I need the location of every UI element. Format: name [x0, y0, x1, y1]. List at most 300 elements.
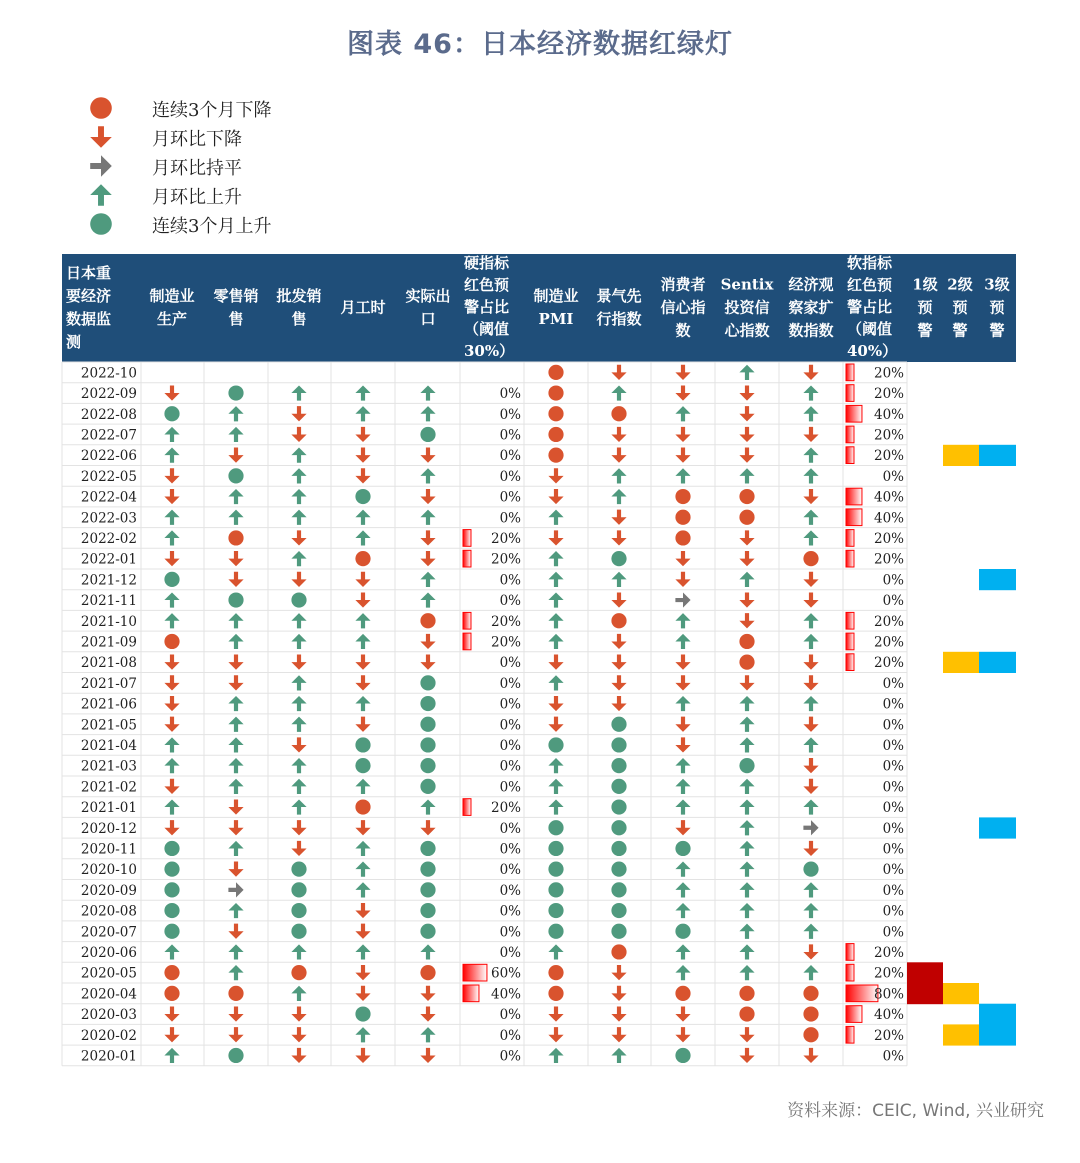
signal-mark: [739, 820, 754, 835]
signal-mark: [675, 365, 690, 380]
signal-mark: [739, 592, 754, 607]
signal-mark: [228, 572, 243, 587]
signal-mark: [355, 841, 370, 856]
signal-mark: [355, 489, 370, 504]
signal-mark: [803, 365, 818, 380]
signal-mark: [548, 634, 563, 649]
warning-level3-block: [979, 445, 1016, 466]
signal-mark: [803, 1048, 818, 1063]
signal-mark: [548, 551, 563, 566]
signal-mark: [803, 1006, 818, 1021]
warning-level3-block: [979, 569, 1016, 590]
warning-level3-block: [979, 817, 1016, 838]
legend-label: 月环比持平: [152, 158, 242, 179]
signal-mark: [675, 510, 690, 525]
pct-bar: [846, 509, 862, 526]
signal-mark: [803, 530, 818, 545]
signal-mark: [291, 572, 306, 587]
signal-mark: [355, 882, 370, 897]
signal-mark: [548, 944, 563, 959]
signal-mark: [803, 737, 818, 752]
signal-mark: [739, 406, 754, 421]
signal-mark: [420, 572, 435, 587]
signal-mark: [355, 862, 370, 877]
row-date: 2022-08: [80, 406, 137, 423]
row-date: 2020-06: [80, 944, 137, 961]
column-header: 软指标红色预警占比（阈值 40%）: [847, 254, 898, 360]
column-header: 零售销售: [213, 287, 259, 328]
column-header: 月工时: [340, 298, 386, 317]
column-header: 实际出口: [405, 287, 451, 328]
signal-mark: [291, 820, 306, 835]
warning-level1-block: [907, 983, 943, 1004]
pct-label: 0%: [499, 717, 521, 734]
signal-mark: [420, 1027, 435, 1042]
signal-mark: [420, 841, 435, 856]
signal-mark: [611, 448, 626, 463]
signal-mark: [164, 489, 179, 504]
signal-mark: [228, 1048, 243, 1063]
pct-label: 0%: [882, 882, 904, 899]
signal-mark: [675, 758, 690, 773]
signal-mark: [355, 675, 370, 690]
signal-mark: [291, 903, 306, 918]
signal-mark: [291, 944, 306, 959]
signal-mark: [420, 799, 435, 814]
signal-mark: [164, 820, 179, 835]
signal-mark: [548, 675, 563, 690]
signal-mark: [355, 924, 370, 939]
signal-mark: [228, 944, 243, 959]
signal-mark: [611, 551, 626, 566]
signal-mark: [675, 1048, 690, 1063]
pct-label: 20%: [873, 530, 904, 547]
signal-mark: [803, 944, 818, 959]
signal-mark: [675, 799, 690, 814]
signal-mark: [548, 717, 563, 732]
signal-mark: [803, 613, 818, 628]
signal-mark: [420, 696, 435, 711]
signal-mark: [739, 924, 754, 939]
signal-mark: [164, 758, 179, 773]
signal-mark: [228, 510, 243, 525]
signal-mark: [548, 448, 563, 463]
column-header: 硬指标红色预警占比（阈值 30%）: [464, 254, 515, 360]
pct-label: 0%: [882, 572, 904, 589]
signal-mark: [548, 737, 563, 752]
signal-mark: [420, 1048, 435, 1063]
signal-mark: [803, 592, 818, 607]
warning-level2-block: [943, 983, 979, 1004]
row-date: 2021-04: [80, 737, 137, 754]
signal-mark: [420, 655, 435, 670]
signal-mark: [291, 510, 306, 525]
column-header: 制造业 PMI: [533, 287, 579, 328]
signal-mark: [228, 696, 243, 711]
column-header: 批发销售: [276, 287, 322, 328]
signal-mark: [355, 427, 370, 442]
row-date: 2022-07: [80, 427, 137, 444]
signal-mark: [164, 1006, 179, 1021]
signal-mark: [164, 510, 179, 525]
signal-mark: [291, 592, 306, 607]
signal-mark: [355, 903, 370, 918]
signal-mark: [675, 592, 690, 607]
signal-mark: [739, 613, 754, 628]
table-row: [81, 983, 979, 1004]
signal-mark: [228, 965, 243, 980]
signal-mark: [548, 903, 563, 918]
pct-bar: [846, 530, 854, 547]
column-header: 3级预警: [984, 275, 1010, 340]
signal-mark: [291, 634, 306, 649]
signal-mark: [548, 530, 563, 545]
signal-mark: [611, 655, 626, 670]
signal-mark: [228, 924, 243, 939]
signal-mark: [355, 385, 370, 400]
signal-mark: [739, 530, 754, 545]
signal-mark: [611, 385, 626, 400]
signal-mark: [291, 799, 306, 814]
signal-mark: [228, 530, 243, 545]
signal-mark: [803, 799, 818, 814]
row-date: 2022-01: [80, 551, 137, 568]
signal-mark: [420, 965, 435, 980]
signal-mark: [164, 468, 179, 483]
row-date: 2021-09: [80, 634, 137, 651]
signal-mark: [291, 406, 306, 421]
pct-label: 0%: [882, 924, 904, 941]
signal-mark: [739, 510, 754, 525]
signal-mark: [611, 510, 626, 525]
pct-label: 20%: [490, 530, 521, 547]
signal-mark: [803, 986, 818, 1001]
pct-bar: [846, 944, 854, 961]
pct-bar: [463, 799, 471, 816]
signal-mark: [675, 468, 690, 483]
signal-mark: [611, 530, 626, 545]
signal-mark: [164, 592, 179, 607]
table-row: [81, 652, 1016, 673]
signal-mark: [803, 448, 818, 463]
signal-mark: [675, 924, 690, 939]
signal-mark: [803, 634, 818, 649]
signal-mark: [164, 737, 179, 752]
pct-label: 20%: [873, 365, 904, 382]
signal-mark: [420, 1006, 435, 1021]
column-header: 日本重要经济数据监测: [66, 264, 112, 351]
pct-label: 0%: [499, 1027, 521, 1044]
signal-mark: [164, 696, 179, 711]
pct-label: 0%: [882, 468, 904, 485]
pct-label: 40%: [873, 489, 904, 506]
signal-mark: [420, 406, 435, 421]
row-date: 2021-01: [80, 800, 137, 817]
pct-label: 20%: [873, 634, 904, 651]
signal-mark: [164, 1027, 179, 1042]
signal-mark: [291, 613, 306, 628]
signal-mark: [228, 551, 243, 566]
signal-mark: [164, 406, 179, 421]
signal-mark: [739, 696, 754, 711]
pct-label: 0%: [499, 386, 521, 403]
pct-label: 0%: [499, 510, 521, 527]
signal-mark: [355, 820, 370, 835]
signal-mark: [355, 592, 370, 607]
signal-mark: [291, 965, 306, 980]
row-date: 2022-02: [80, 530, 137, 547]
signal-mark: [228, 820, 243, 835]
row-date: 2021-10: [80, 613, 137, 630]
signal-mark: [548, 489, 563, 504]
signal-mark: [291, 882, 306, 897]
signal-mark: [355, 779, 370, 794]
pct-bar: [846, 964, 854, 981]
column-header: 2级预警: [947, 275, 973, 340]
signal-mark: [739, 1048, 754, 1063]
pct-label: 20%: [873, 551, 904, 568]
signal-mark: [739, 655, 754, 670]
warning-level3-block: [979, 1024, 1016, 1045]
signal-mark: [803, 903, 818, 918]
row-date: 2022-04: [80, 489, 137, 506]
pct-bar: [846, 488, 862, 505]
signal-mark: [355, 986, 370, 1001]
signal-mark: [548, 365, 563, 380]
signal-mark: [420, 634, 435, 649]
signal-mark: [548, 799, 563, 814]
signal-mark: [739, 1006, 754, 1021]
column-header: 制造业生产: [149, 287, 195, 328]
signal-mark: [611, 986, 626, 1001]
table-row: [81, 1004, 1016, 1025]
signal-mark: [548, 613, 563, 628]
pct-bar: [463, 612, 471, 629]
signal-mark: [803, 468, 818, 483]
signal-mark: [739, 944, 754, 959]
signal-mark: [611, 862, 626, 877]
column-header: 消费者信心指数: [660, 275, 706, 340]
pct-bar: [846, 633, 854, 650]
signal-mark: [228, 903, 243, 918]
signal-mark: [228, 489, 243, 504]
signal-mark: [548, 862, 563, 877]
signal-mark: [291, 489, 306, 504]
signal-mark: [675, 717, 690, 732]
signal-mark: [739, 675, 754, 690]
row-date: 2022-10: [80, 365, 137, 382]
signal-mark: [548, 779, 563, 794]
column-header: Sentix 投资信心指数: [720, 275, 774, 340]
signal-mark: [355, 406, 370, 421]
pct-label: 0%: [882, 758, 904, 775]
pct-label: 40%: [873, 1007, 904, 1024]
row-date: 2020-11: [80, 841, 137, 858]
signal-mark: [355, 551, 370, 566]
signal-mark: [164, 944, 179, 959]
signal-mark: [164, 924, 179, 939]
signal-mark: [164, 799, 179, 814]
signal-mark: [675, 862, 690, 877]
signal-mark: [420, 592, 435, 607]
chart-title: 图表 46：日本经济数据红绿灯: [347, 29, 733, 60]
signal-mark: [291, 675, 306, 690]
signal-mark: [291, 862, 306, 877]
signal-mark: [548, 468, 563, 483]
row-date: 2022-05: [80, 468, 137, 485]
warning-level2-block: [943, 1024, 979, 1045]
signal-mark: [228, 592, 243, 607]
signal-mark: [803, 924, 818, 939]
pct-label: 20%: [490, 634, 521, 651]
pct-label: 0%: [882, 903, 904, 920]
signal-mark: [739, 841, 754, 856]
pct-bar: [846, 654, 854, 671]
signal-mark: [739, 862, 754, 877]
signal-mark: [675, 1006, 690, 1021]
signal-mark: [739, 427, 754, 442]
signal-mark: [548, 427, 563, 442]
pct-label: 0%: [499, 820, 521, 837]
row-date: 2020-02: [80, 1027, 137, 1044]
signal-mark: [355, 758, 370, 773]
signal-mark: [548, 1027, 563, 1042]
signal-mark: [228, 717, 243, 732]
row-date: 2020-08: [80, 903, 137, 920]
signal-mark: [291, 924, 306, 939]
pct-label: 20%: [873, 1027, 904, 1044]
row-date: 2021-11: [80, 593, 137, 610]
signal-mark: [355, 737, 370, 752]
pct-label: 0%: [499, 655, 521, 672]
pct-bar: [463, 550, 471, 567]
signal-mark: [803, 1027, 818, 1042]
signal-mark: [803, 572, 818, 587]
signal-mark: [420, 862, 435, 877]
signal-mark: [803, 717, 818, 732]
signal-mark: [675, 903, 690, 918]
pct-label: 20%: [873, 448, 904, 465]
signal-mark: [739, 965, 754, 980]
signal-mark: [355, 1048, 370, 1063]
signal-mark: [611, 820, 626, 835]
signal-mark: [420, 510, 435, 525]
pct-label: 0%: [882, 696, 904, 713]
signal-mark: [164, 1048, 179, 1063]
pct-label: 0%: [499, 924, 521, 941]
signal-mark: [291, 1027, 306, 1042]
signal-mark: [291, 696, 306, 711]
pct-bar: [846, 364, 854, 381]
pct-bar: [846, 1026, 854, 1043]
signal-mark: [548, 882, 563, 897]
table-row: [81, 445, 1016, 466]
pct-label: 0%: [499, 427, 521, 444]
signal-mark: [611, 1006, 626, 1021]
signal-mark: [228, 634, 243, 649]
signal-mark: [611, 717, 626, 732]
signal-mark: [355, 717, 370, 732]
signal-mark: [675, 841, 690, 856]
signal-mark: [611, 427, 626, 442]
signal-mark: [739, 572, 754, 587]
row-date: 2021-02: [80, 779, 137, 796]
signal-mark: [675, 737, 690, 752]
signal-mark: [228, 613, 243, 628]
row-date: 2020-12: [80, 820, 137, 837]
signal-mark: [164, 427, 179, 442]
signal-mark: [355, 613, 370, 628]
row-date: 2022-06: [80, 448, 137, 465]
signal-mark: [548, 406, 563, 421]
signal-mark: [164, 882, 179, 897]
signal-mark: [739, 737, 754, 752]
row-date: 2020-09: [80, 882, 137, 899]
pct-label: 20%: [873, 655, 904, 672]
pct-bar: [846, 385, 854, 402]
signal-mark: [675, 427, 690, 442]
legend-label: 月环比下降: [152, 129, 242, 150]
signal-mark: [420, 758, 435, 773]
pct-label: 0%: [499, 1007, 521, 1024]
pct-label: 0%: [882, 737, 904, 754]
signal-mark: [611, 737, 626, 752]
signal-mark: [291, 551, 306, 566]
signal-mark: [739, 758, 754, 773]
signal-mark: [803, 965, 818, 980]
signal-mark: [739, 365, 754, 380]
signal-mark: [803, 862, 818, 877]
signal-mark: [675, 675, 690, 690]
signal-mark: [291, 717, 306, 732]
signal-mark: [355, 448, 370, 463]
signal-mark: [355, 572, 370, 587]
pct-label: 0%: [499, 758, 521, 775]
signal-mark: [611, 1048, 626, 1063]
signal-mark: [420, 530, 435, 545]
signal-mark: [291, 448, 306, 463]
warning-level3-block: [979, 1004, 1016, 1025]
signal-mark: [739, 634, 754, 649]
signal-mark: [548, 841, 563, 856]
signal-mark: [420, 779, 435, 794]
pct-bar: [846, 447, 854, 464]
table-row: [81, 1024, 1016, 1045]
row-date: 2021-08: [80, 655, 137, 672]
signal-mark: [355, 468, 370, 483]
signal-mark: [611, 799, 626, 814]
signal-mark: [228, 758, 243, 773]
signal-mark: [611, 406, 626, 421]
signal-mark: [739, 385, 754, 400]
signal-mark: [355, 965, 370, 980]
signal-mark: [355, 510, 370, 525]
signal-mark: [420, 448, 435, 463]
pct-label: 0%: [882, 717, 904, 734]
signal-mark: [355, 530, 370, 545]
signal-mark: [164, 634, 179, 649]
pct-label: 20%: [490, 613, 521, 630]
signal-mark: [420, 903, 435, 918]
signal-mark: [164, 448, 179, 463]
signal-mark: [228, 799, 243, 814]
pct-bar: [846, 426, 854, 443]
pct-label: 20%: [490, 800, 521, 817]
pct-label: 60%: [490, 965, 521, 982]
signal-mark: [355, 634, 370, 649]
signal-mark: [803, 841, 818, 856]
signal-mark: [739, 799, 754, 814]
